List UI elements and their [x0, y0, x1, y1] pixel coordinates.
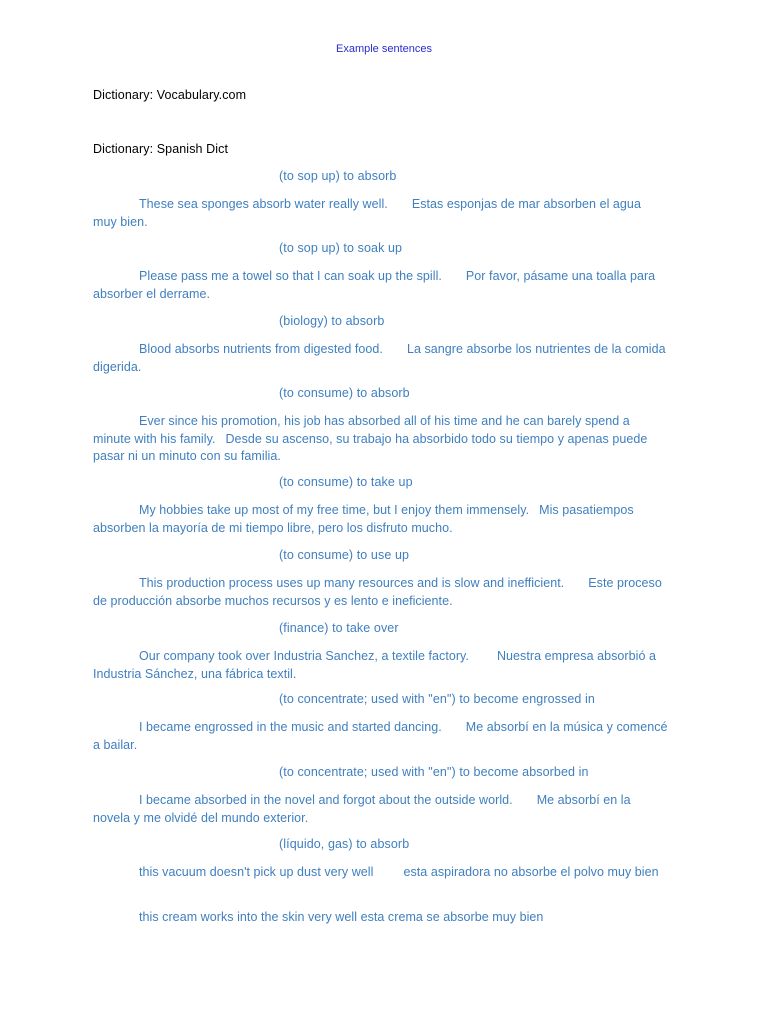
- example-sentence: [93, 864, 668, 882]
- example-sentence: [93, 502, 668, 537]
- example-spanish: Nuestra empresa absorbió a Industria Sánchez, una fábrica textil.: [93, 649, 656, 681]
- sense-heading: (to sop up) to soak up: [279, 241, 403, 255]
- dictionary-label-spanishdict: Dictionary: Spanish Dict: [93, 142, 229, 156]
- sense-heading: (to concentrate; used with "en") to become engrossed in: [279, 692, 595, 706]
- example-sentence: [93, 413, 668, 466]
- example-english: This production process uses up many resources and is slow and inefficient.: [139, 576, 565, 590]
- sense-heading: (líquido, gas) to absorb: [279, 837, 410, 851]
- example-spanish: esta crema se absorbe muy bien: [360, 910, 544, 924]
- example-sentence: [93, 648, 668, 683]
- sense-heading: (to concentrate; used with "en") to become absorbed in: [279, 765, 589, 779]
- example-sentence: [93, 575, 668, 610]
- example-sentence: [93, 792, 668, 827]
- sense-heading: (to consume) to use up: [279, 548, 410, 562]
- example-spanish: Desde su ascenso, su trabajo ha absorbido todo su tiempo y apenas puede pasar ni un minuto con su familia.: [93, 431, 648, 463]
- example-english: Blood absorbs nutrients from digested food.: [139, 342, 383, 356]
- example-spanish: Me absorbí en la novela y me olvidé del mundo exterior.: [93, 793, 631, 825]
- example-english: this vacuum doesn't pick up dust very well: [139, 865, 374, 879]
- example-spanish: Me absorbí en la música y comencé a bailar.: [93, 720, 668, 752]
- example-english: Please pass me a towel so that I can soak up the spill.: [139, 269, 442, 283]
- example-english: this cream works into the skin very well: [139, 910, 358, 924]
- example-spanish: esta aspiradora no absorbe el polvo muy bien: [403, 865, 659, 879]
- sense-heading: (to sop up) to absorb: [279, 169, 397, 183]
- example-spanish: La sangre absorbe los nutrientes de la comida digerida.: [93, 342, 666, 374]
- example-sentence: [93, 909, 668, 927]
- example-sentence: [93, 341, 668, 376]
- example-english: Our company took over Industria Sanchez, a textile factory.: [139, 649, 469, 663]
- example-english: My hobbies take up most of my free time, but I enjoy them immensely.: [139, 503, 530, 517]
- example-sentence: [93, 196, 668, 231]
- sense-heading: (to consume) to absorb: [279, 386, 410, 400]
- sense-heading: (finance) to take over: [279, 621, 399, 635]
- example-english: Ever since his promotion, his job has absorbed all of his time and he can barely spend a minute with his family.: [93, 414, 630, 446]
- example-english: These sea sponges absorb water really well.: [139, 197, 388, 211]
- page-title: Example sentences: [336, 43, 432, 55]
- example-spanish: Este proceso de producción absorbe muchos recursos y es lento e ineficiente.: [93, 576, 662, 608]
- example-english: I became engrossed in the music and started dancing.: [139, 720, 442, 734]
- example-spanish: Mis pasatiempos absorben la mayoría de mi tiempo libre, pero los disfruto mucho.: [93, 503, 634, 535]
- dictionary-label-vocabulary: Dictionary: Vocabulary.com: [93, 88, 247, 102]
- example-spanish: Estas esponjas de mar absorben el agua muy bien.: [93, 197, 641, 229]
- example-sentence: [93, 268, 668, 303]
- example-english: I became absorbed in the novel and forgot about the outside world.: [139, 793, 513, 807]
- example-sentence: [93, 719, 668, 754]
- sense-heading: (biology) to absorb: [279, 314, 385, 328]
- sense-heading: (to consume) to take up: [279, 475, 413, 489]
- example-spanish: Por favor, pásame una toalla para absorber el derrame.: [93, 269, 656, 301]
